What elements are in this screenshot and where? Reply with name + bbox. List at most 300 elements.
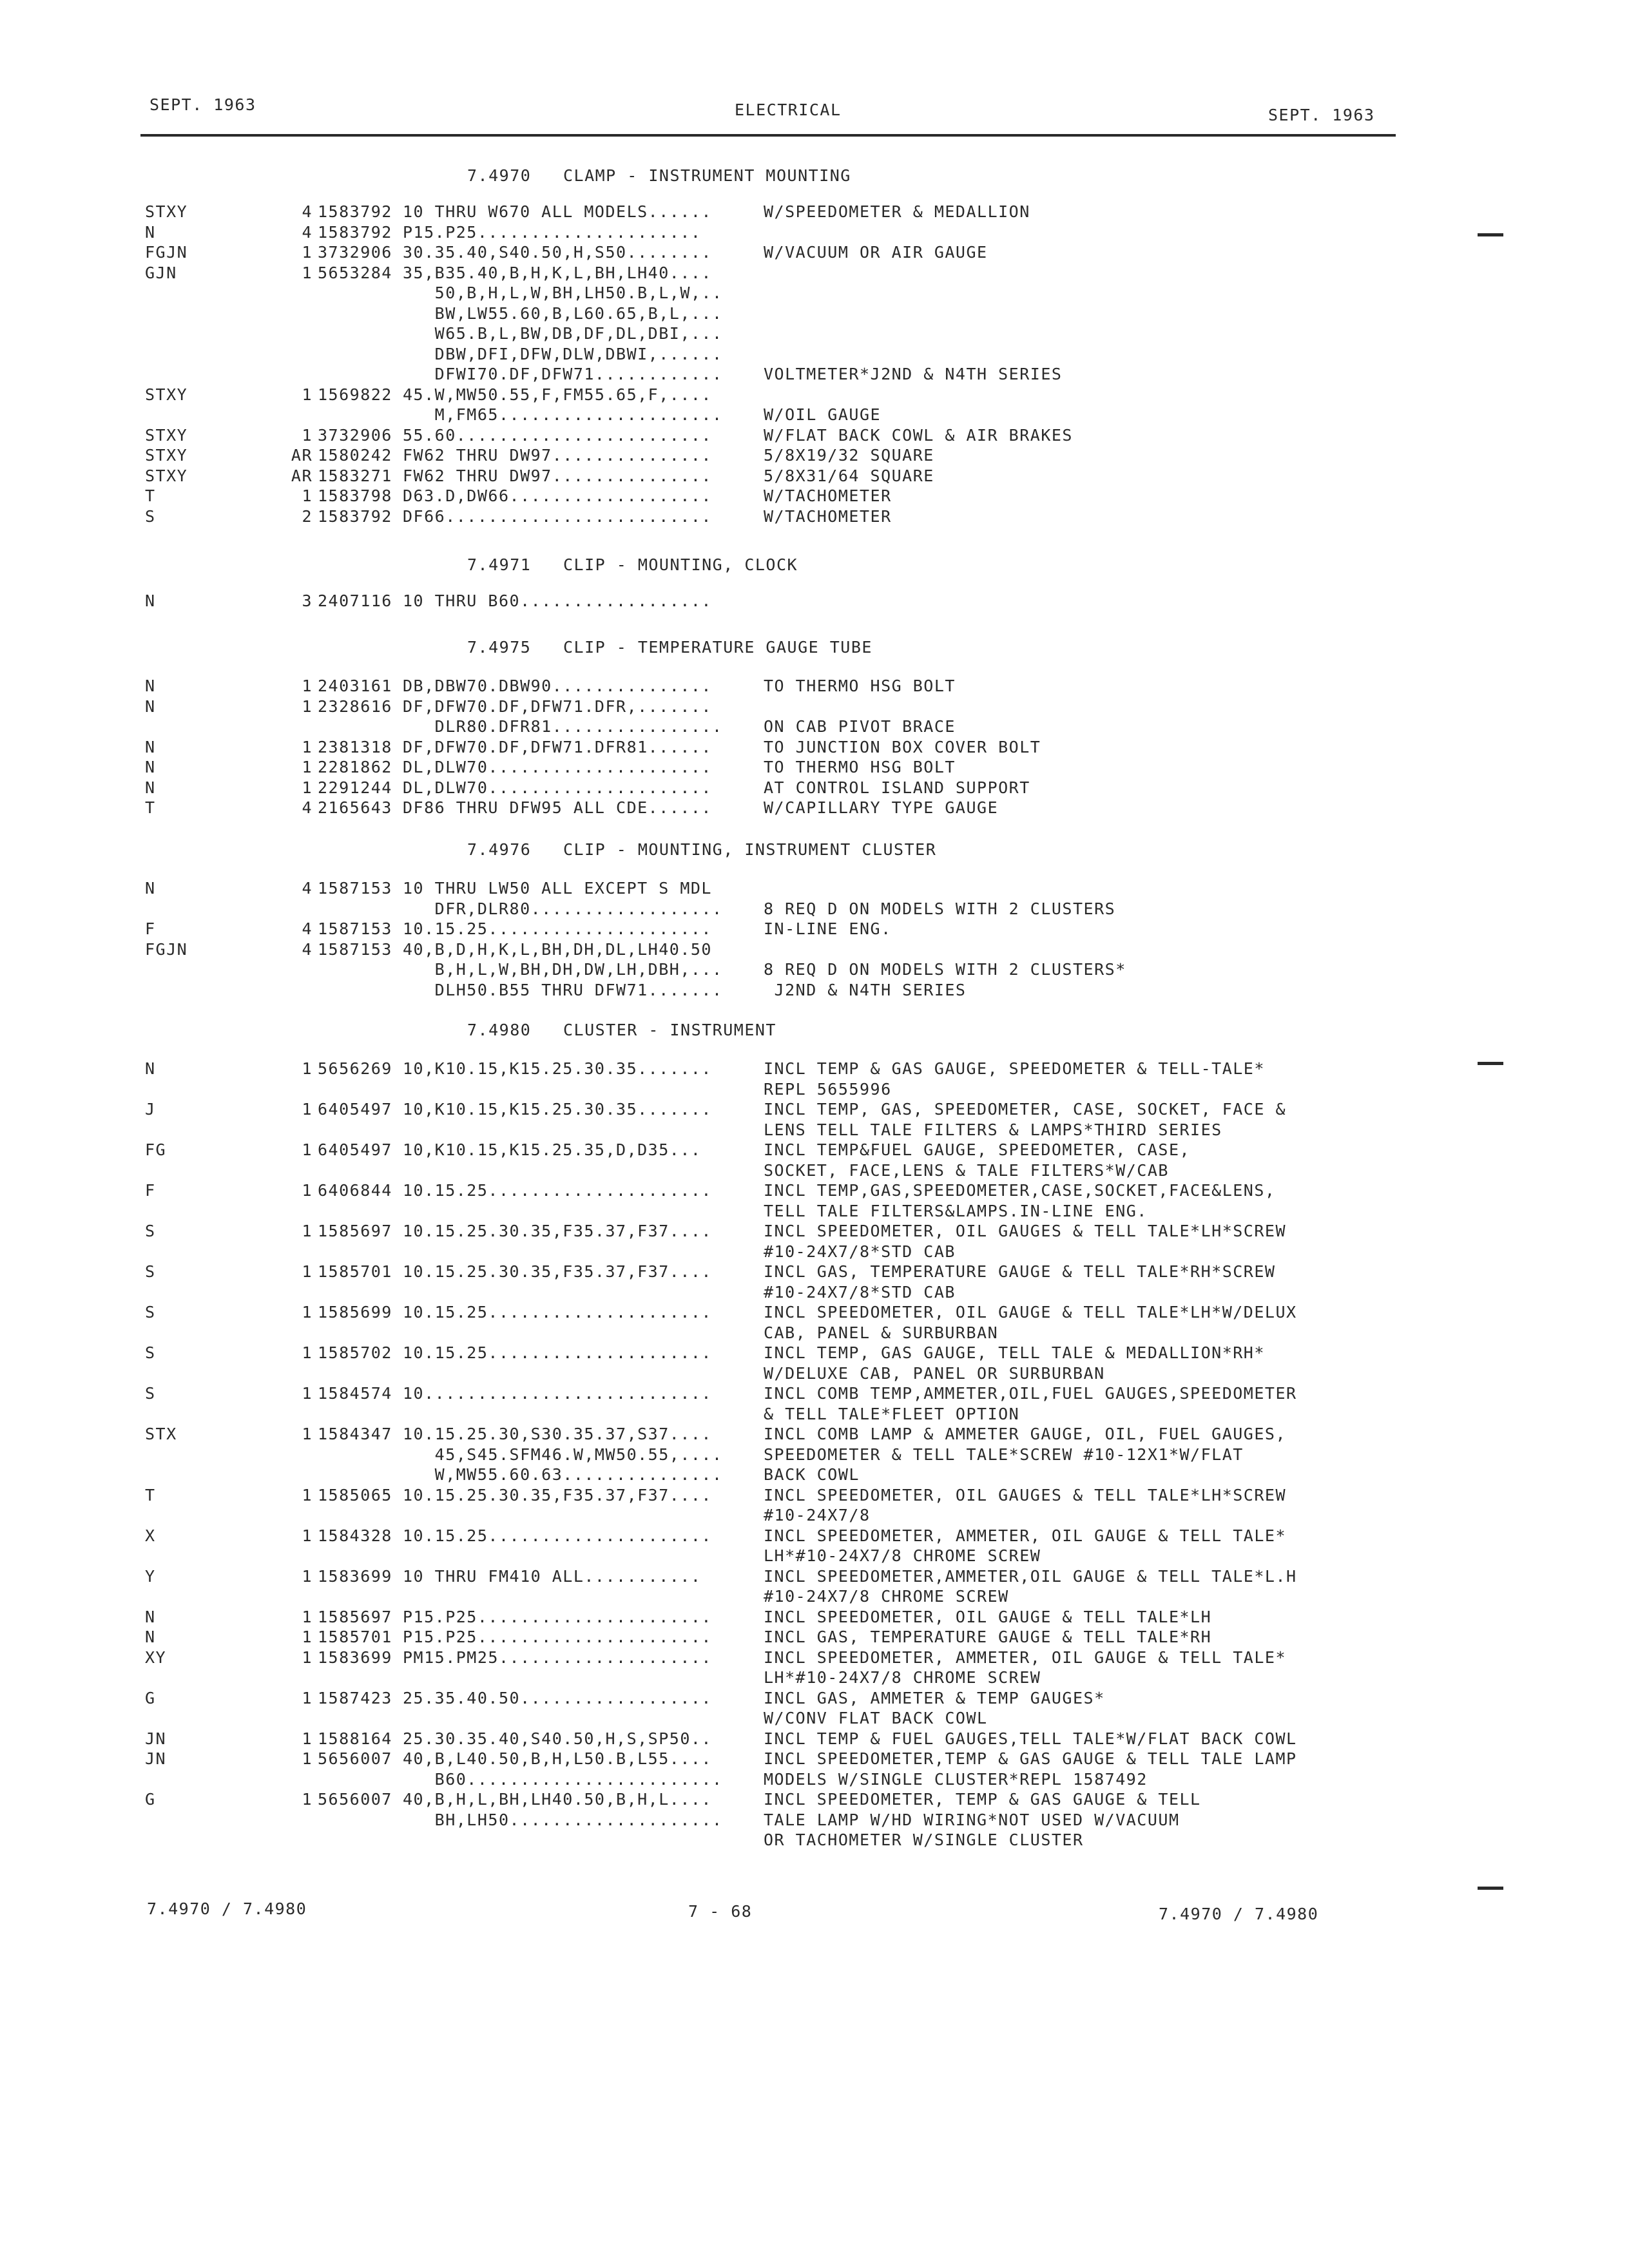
table-row xyxy=(0,1140,1629,1160)
part-number: 1583798 xyxy=(318,486,392,505)
table-row xyxy=(0,758,1629,778)
remarks: 5/8X19/32 SQUARE xyxy=(764,446,934,465)
part-number: 1585702 xyxy=(318,1343,392,1362)
part-number: 3732906 xyxy=(318,243,392,262)
quantity: 4 xyxy=(302,879,313,898)
table-row xyxy=(0,1425,1629,1445)
remarks: W/CONV FLAT BACK COWL xyxy=(764,1709,988,1727)
part-number: 2403161 xyxy=(318,677,392,695)
remarks: INCL SPEEDOMETER, OIL GAUGES & TELL TALE*LH*SCREW xyxy=(764,1222,1287,1240)
applicable-models: B,H,L,W,BH,DH,DW,LH,DBH,... xyxy=(403,960,723,979)
applicable-models: FW62 THRU DW97............... xyxy=(403,446,712,465)
part-number: 1585697 xyxy=(318,1607,392,1626)
applicable-models: W,MW55.60.63............... xyxy=(403,1465,723,1484)
applicable-models: DFR,DLR80.................. xyxy=(403,899,723,918)
quantity: AR xyxy=(291,466,313,485)
part-number: 6405497 xyxy=(318,1140,392,1159)
table-row xyxy=(0,1080,1629,1100)
applicable-models: 10.15.25.30,S30.35.37,S37.... xyxy=(403,1425,712,1443)
table-row xyxy=(0,345,1629,365)
remarks: VOLTMETER*J2ND & N4TH SERIES xyxy=(764,365,1063,383)
table-row xyxy=(0,798,1629,818)
model-code: N xyxy=(145,737,156,756)
remarks: TALE LAMP W/HD WIRING*NOT USED W/VACUUM xyxy=(764,1810,1180,1829)
part-number: 2328616 xyxy=(318,697,392,716)
quantity: 1 xyxy=(302,243,313,262)
remarks: INCL SPEEDOMETER, OIL GAUGES & TELL TALE*LH*SCREW xyxy=(764,1485,1287,1504)
part-number: 1569822 xyxy=(318,385,392,404)
part-number: 1584328 xyxy=(318,1526,392,1545)
applicable-models: BW,LW55.60,B,L60.65,B,L,... xyxy=(403,303,723,323)
model-code: S xyxy=(145,506,156,526)
table-row xyxy=(0,1608,1629,1628)
applicable-models: 30.35.40,S40.50,H,S50........ xyxy=(403,243,712,262)
quantity: 4 xyxy=(302,919,313,938)
table-row xyxy=(0,1831,1629,1850)
model-code: STXY xyxy=(145,446,188,465)
applicable-models: 10 THRU LW50 ALL EXCEPT S MDL xyxy=(403,879,712,898)
remarks: INCL TEMP, GAS GAUGE, TELL TALE & MEDALLION*RH* xyxy=(764,1343,1265,1362)
applicable-models: DL,DLW70..................... xyxy=(403,778,712,797)
section-title: 7.4970 CLAMP - INSTRUMENT MOUNTING xyxy=(467,166,851,185)
quantity: 1 xyxy=(302,697,313,716)
applicable-models: 40,B,H,L,BH,LH40.50,B,H,L.... xyxy=(403,1790,712,1809)
header-date-right: SEPT. 1963 xyxy=(1268,106,1375,124)
quantity: 4 xyxy=(302,222,313,242)
part-number: 1584347 xyxy=(318,1425,392,1443)
applicable-models: 45.W,MW50.55,F,FM55.65,F,.... xyxy=(403,385,712,404)
model-code: N xyxy=(145,778,156,797)
model-code: STX xyxy=(145,1425,177,1443)
model-code: FG xyxy=(145,1140,167,1159)
table-row xyxy=(0,446,1629,466)
model-code: N xyxy=(145,1607,156,1626)
model-code: N xyxy=(145,697,156,716)
table-row xyxy=(0,677,1629,697)
applicable-models: D63.D,DW66................... xyxy=(403,486,712,505)
model-code: XY xyxy=(145,1648,167,1667)
model-code: N xyxy=(145,758,156,776)
remarks: W/DELUXE CAB, PANEL OR SURBURBAN xyxy=(764,1363,1105,1383)
part-number: 2407116 xyxy=(318,591,392,610)
table-row xyxy=(0,879,1629,899)
part-number: 5656007 xyxy=(318,1749,392,1768)
table-row xyxy=(0,243,1629,263)
part-number: 1587153 xyxy=(318,919,392,938)
remarks: INCL SPEEDOMETER, AMMETER, OIL GAUGE & TELL TALE* xyxy=(764,1526,1287,1545)
model-code: S xyxy=(145,1262,156,1281)
applicable-models: 55.60........................ xyxy=(403,425,712,445)
quantity: 1 xyxy=(302,1526,313,1545)
remarks: 5/8X31/64 SQUARE xyxy=(764,466,934,485)
applicable-models: P15.P25..................... xyxy=(403,222,702,242)
applicable-models: 35,B35.40,B,H,K,L,BH,LH40.... xyxy=(403,263,712,282)
table-row xyxy=(0,1668,1629,1688)
remarks: INCL COMB LAMP & AMMETER GAUGE, OIL, FUEL GAUGES, xyxy=(764,1425,1287,1443)
table-row xyxy=(0,1323,1629,1343)
remarks: & TELL TALE*FLEET OPTION xyxy=(764,1404,1020,1423)
applicable-models: DLR80.DFR81................ xyxy=(403,717,723,736)
applicable-models: FW62 THRU DW97............... xyxy=(403,466,712,485)
table-row xyxy=(0,486,1629,506)
model-code: N xyxy=(145,1628,156,1646)
model-code: G xyxy=(145,1790,156,1809)
applicable-models: 40,B,L40.50,B,H,L50.B,L55.... xyxy=(403,1749,712,1768)
margin-mark xyxy=(1478,1887,1503,1890)
footer-range-left: 7.4970 / 7.4980 xyxy=(147,1899,307,1918)
quantity: 1 xyxy=(302,1140,313,1159)
applicable-models: M,FM65..................... xyxy=(403,405,723,424)
header-rule xyxy=(140,134,1396,137)
remarks: ON CAB PIVOT BRACE xyxy=(764,717,956,736)
table-row xyxy=(0,223,1629,243)
table-row xyxy=(0,1181,1629,1201)
remarks: MODELS W/SINGLE CLUSTER*REPL 1587492 xyxy=(764,1769,1148,1789)
part-number: 2291244 xyxy=(318,778,392,797)
header-date-left: SEPT. 1963 xyxy=(149,95,256,114)
part-number: 1585701 xyxy=(318,1262,392,1281)
remarks: LENS TELL TALE FILTERS & LAMPS*THIRD SERIES xyxy=(764,1120,1222,1139)
model-code: J xyxy=(145,1100,156,1119)
applicable-models: 10 THRU W670 ALL MODELS...... xyxy=(403,202,712,221)
remarks: W/OIL GAUGE xyxy=(764,405,882,424)
margin-mark xyxy=(1478,1062,1503,1065)
table-row xyxy=(0,1222,1629,1242)
part-number: 1587423 xyxy=(318,1688,392,1707)
table-row xyxy=(0,1364,1629,1384)
applicable-models: 25.35.40.50.................. xyxy=(403,1688,712,1707)
table-row xyxy=(0,1567,1629,1587)
remarks: W/TACHOMETER xyxy=(764,506,892,526)
applicable-models: DF86 THRU DFW95 ALL CDE...... xyxy=(403,798,712,817)
remarks: W/SPEEDOMETER & MEDALLION xyxy=(764,202,1030,221)
applicable-models: 10.15.25.30.35,F35.37,F37.... xyxy=(403,1222,712,1240)
remarks: #10-24X7/8*STD CAB xyxy=(764,1242,956,1261)
applicable-models: 10.15.25..................... xyxy=(403,1303,712,1321)
quantity: 1 xyxy=(302,385,313,404)
applicable-models: 10 THRU B60.................. xyxy=(403,591,712,610)
section-title: 7.4971 CLIP - MOUNTING, CLOCK xyxy=(467,555,798,574)
quantity: 1 xyxy=(302,1262,313,1281)
applicable-models: 10.15.25..................... xyxy=(403,919,712,938)
remarks: 8 REQ D ON MODELS WITH 2 CLUSTERS xyxy=(764,899,1116,918)
remarks: INCL GAS, TEMPERATURE GAUGE & TELL TALE*RH*SCREW xyxy=(764,1262,1276,1281)
part-number: 2381318 xyxy=(318,737,392,756)
remarks: INCL GAS, AMMETER & TEMP GAUGES* xyxy=(764,1688,1105,1707)
table-row xyxy=(0,591,1629,611)
remarks: W/FLAT BACK COWL & AIR BRAKES xyxy=(764,425,1073,445)
table-row xyxy=(0,385,1629,405)
table-row xyxy=(0,1059,1629,1079)
quantity: 1 xyxy=(302,263,313,282)
quantity: 1 xyxy=(302,1485,313,1504)
applicable-models: DFWI70.DF,DFW71............ xyxy=(403,365,723,383)
applicable-models: DF66......................... xyxy=(403,506,712,526)
model-code: S xyxy=(145,1384,156,1403)
table-row xyxy=(0,264,1629,284)
quantity: 1 xyxy=(302,778,313,797)
part-number: 1587153 xyxy=(318,939,392,959)
quantity: 4 xyxy=(302,202,313,221)
part-number: 1585697 xyxy=(318,1222,392,1240)
remarks: W/VACUUM OR AIR GAUGE xyxy=(764,243,988,262)
model-code: S xyxy=(145,1222,156,1240)
remarks: BACK COWL xyxy=(764,1465,860,1484)
remarks: INCL GAS, TEMPERATURE GAUGE & TELL TALE*RH xyxy=(764,1628,1212,1646)
model-code: GJN xyxy=(145,263,177,282)
applicable-models: 25.30.35.40,S40.50,H,S,SP50.. xyxy=(403,1729,712,1748)
table-row xyxy=(0,1506,1629,1526)
footer-range-right: 7.4970 / 7.4980 xyxy=(1159,1905,1319,1923)
quantity: 1 xyxy=(302,1607,313,1626)
applicable-models: 10.15.25.30.35,F35.37,F37.... xyxy=(403,1262,712,1281)
applicable-models: W65.B,L,BW,DB,DF,DL,DBI,... xyxy=(403,324,723,343)
remarks: SPEEDOMETER & TELL TALE*SCREW #10-12X1*W/FLAT xyxy=(764,1445,1244,1464)
part-number: 5653284 xyxy=(318,263,392,282)
model-code: JN xyxy=(145,1749,167,1768)
table-row xyxy=(0,1790,1629,1810)
applicable-models: 10,K10.15,K15.25.35,D,D35... xyxy=(403,1140,702,1159)
applicable-models: 10,K10.15,K15.25.30.35....... xyxy=(403,1100,712,1119)
model-code: N xyxy=(145,591,156,610)
table-row xyxy=(0,1749,1629,1769)
applicable-models: DLH50.B55 THRU DFW71....... xyxy=(403,980,723,999)
applicable-models: DF,DFW70.DF,DFW71.DFR,....... xyxy=(403,697,712,716)
quantity: 1 xyxy=(302,486,313,505)
remarks: #10-24X7/8 CHROME SCREW xyxy=(764,1587,1009,1606)
quantity: 1 xyxy=(302,677,313,695)
applicable-models: DBW,DFI,DFW,DLW,DBWI,...... xyxy=(403,344,723,363)
table-row xyxy=(0,738,1629,758)
quantity: 3 xyxy=(302,591,313,610)
table-row xyxy=(0,1161,1629,1181)
applicable-models: 10 THRU FM410 ALL........... xyxy=(403,1566,702,1586)
remarks: INCL TEMP&FUEL GAUGE, SPEEDOMETER, CASE, xyxy=(764,1140,1191,1159)
part-number: 1583699 xyxy=(318,1648,392,1667)
quantity: 1 xyxy=(302,1628,313,1646)
model-code: STXY xyxy=(145,425,188,445)
part-number: 1584574 xyxy=(318,1384,392,1403)
table-row xyxy=(0,919,1629,939)
model-code: F xyxy=(145,919,156,938)
part-number: 1583792 xyxy=(318,222,392,242)
remarks: IN-LINE ENG. xyxy=(764,919,892,938)
remarks: INCL SPEEDOMETER, AMMETER, OIL GAUGE & TELL TALE* xyxy=(764,1648,1287,1667)
part-number: 6406844 xyxy=(318,1181,392,1200)
remarks: #10-24X7/8 xyxy=(764,1506,871,1524)
quantity: 1 xyxy=(302,1100,313,1119)
table-row xyxy=(0,1465,1629,1485)
table-row xyxy=(0,1628,1629,1648)
applicable-models: 10.15.25..................... xyxy=(403,1181,712,1200)
remarks: REPL 5655996 xyxy=(764,1079,892,1099)
applicable-models: 10.15.25.30.35,F35.37,F37.... xyxy=(403,1485,712,1504)
model-code: G xyxy=(145,1688,156,1707)
table-row xyxy=(0,1120,1629,1140)
part-number: 2281862 xyxy=(318,758,392,776)
table-row xyxy=(0,1242,1629,1262)
margin-mark xyxy=(1478,233,1503,236)
quantity: 1 xyxy=(302,1181,313,1200)
remarks: TO THERMO HSG BOLT xyxy=(764,758,956,776)
remarks: 8 REQ D ON MODELS WITH 2 CLUSTERS* xyxy=(764,960,1126,979)
model-code: S xyxy=(145,1343,156,1362)
part-number: 2165643 xyxy=(318,798,392,817)
part-number: 1583792 xyxy=(318,506,392,526)
remarks: INCL SPEEDOMETER, TEMP & GAS GAUGE & TELL xyxy=(764,1790,1201,1809)
quantity: 1 xyxy=(302,1566,313,1586)
table-row xyxy=(0,426,1629,446)
table-row xyxy=(0,778,1629,798)
table-row xyxy=(0,1405,1629,1425)
remarks: INCL SPEEDOMETER,TEMP & GAS GAUGE & TELL TALE LAMP xyxy=(764,1749,1297,1768)
quantity: 1 xyxy=(302,1648,313,1667)
table-row xyxy=(0,1546,1629,1566)
applicable-models: B60........................ xyxy=(403,1769,723,1789)
quantity: 1 xyxy=(302,737,313,756)
section-title: 7.4975 CLIP - TEMPERATURE GAUGE TUBE xyxy=(467,638,872,657)
quantity: 4 xyxy=(302,939,313,959)
quantity: 1 xyxy=(302,1749,313,1768)
model-code: N xyxy=(145,1059,156,1078)
table-row xyxy=(0,1343,1629,1363)
model-code: F xyxy=(145,1181,156,1200)
table-row xyxy=(0,1100,1629,1120)
section-title: 7.4976 CLIP - MOUNTING, INSTRUMENT CLUSTER xyxy=(467,840,937,859)
remarks: SOCKET, FACE,LENS & TALE FILTERS*W/CAB xyxy=(764,1160,1169,1180)
quantity: 1 xyxy=(302,1222,313,1240)
quantity: AR xyxy=(291,446,313,465)
part-number: 1583792 xyxy=(318,202,392,221)
part-number: 1580242 xyxy=(318,446,392,465)
remarks: LH*#10-24X7/8 CHROME SCREW xyxy=(764,1668,1041,1687)
model-code: JN xyxy=(145,1729,167,1748)
part-number: 1583699 xyxy=(318,1566,392,1586)
remarks: INCL TEMP & FUEL GAUGES,TELL TALE*W/FLAT BACK COWL xyxy=(764,1729,1297,1748)
table-row xyxy=(0,1445,1629,1465)
footer-page-number: 7 - 68 xyxy=(688,1902,753,1921)
part-number: 1588164 xyxy=(318,1729,392,1748)
remarks: INCL SPEEDOMETER,AMMETER,OIL GAUGE & TELL TALE*L.H xyxy=(764,1566,1297,1586)
table-row xyxy=(0,365,1629,385)
remarks: INCL TEMP,GAS,SPEEDOMETER,CASE,SOCKET,FACE&LENS, xyxy=(764,1181,1276,1200)
applicable-models: 40,B,D,H,K,L,BH,DH,DL,LH40.50 xyxy=(403,939,712,959)
part-number: 1585065 xyxy=(318,1485,392,1504)
remarks: CAB, PANEL & SURBURBAN xyxy=(764,1323,999,1342)
quantity: 1 xyxy=(302,1790,313,1809)
applicable-models: 10,K10.15,K15.25.30.35....... xyxy=(403,1059,712,1078)
table-row xyxy=(0,507,1629,527)
remarks: INCL TEMP, GAS, SPEEDOMETER, CASE, SOCKET, FACE & xyxy=(764,1100,1287,1119)
remarks: INCL COMB TEMP,AMMETER,OIL,FUEL GAUGES,SPEEDOMETER xyxy=(764,1384,1297,1403)
quantity: 1 xyxy=(302,1343,313,1362)
remarks: OR TACHOMETER W/SINGLE CLUSTER xyxy=(764,1831,1084,1849)
quantity: 1 xyxy=(302,1425,313,1443)
applicable-models: DB,DBW70.DBW90............... xyxy=(403,677,712,695)
applicable-models: BH,LH50.................... xyxy=(403,1810,723,1829)
applicable-models: 50,B,H,L,W,BH,LH50.B,L,W,.. xyxy=(403,284,723,302)
applicable-models: 10........................... xyxy=(403,1384,712,1403)
quantity: 1 xyxy=(302,1059,313,1078)
table-row xyxy=(0,1770,1629,1790)
table-row xyxy=(0,697,1629,717)
model-code: STXY xyxy=(145,385,188,404)
table-row xyxy=(0,1384,1629,1404)
table-row xyxy=(0,981,1629,1001)
quantity: 1 xyxy=(302,425,313,445)
table-row xyxy=(0,1709,1629,1729)
table-row xyxy=(0,1689,1629,1709)
remarks: J2ND & N4TH SERIES xyxy=(764,980,967,999)
applicable-models: 10.15.25..................... xyxy=(403,1526,712,1545)
remarks: #10-24X7/8*STD CAB xyxy=(764,1282,956,1302)
remarks: INCL TEMP & GAS GAUGE, SPEEDOMETER & TELL-TALE* xyxy=(764,1059,1265,1078)
table-row xyxy=(0,1811,1629,1831)
table-row xyxy=(0,1202,1629,1222)
table-row xyxy=(0,466,1629,486)
model-code: FGJN xyxy=(145,939,188,959)
table-row xyxy=(0,1587,1629,1607)
part-number: 5656007 xyxy=(318,1790,392,1809)
applicable-models: DF,DFW70.DF,DFW71.DFR81...... xyxy=(403,737,712,756)
model-code: N xyxy=(145,879,156,898)
remarks: TO THERMO HSG BOLT xyxy=(764,677,956,695)
model-code: N xyxy=(145,222,156,242)
table-row xyxy=(0,284,1629,303)
table-row xyxy=(0,1526,1629,1546)
remarks: TO JUNCTION BOX COVER BOLT xyxy=(764,737,1041,756)
table-row xyxy=(0,1283,1629,1303)
table-row xyxy=(0,899,1629,919)
model-code: STXY xyxy=(145,466,188,485)
table-row xyxy=(0,304,1629,324)
table-row xyxy=(0,940,1629,960)
applicable-models: P15.P25...................... xyxy=(403,1628,712,1646)
model-code: FGJN xyxy=(145,243,188,262)
quantity: 1 xyxy=(302,758,313,776)
table-row xyxy=(0,1729,1629,1749)
model-code: STXY xyxy=(145,202,188,221)
remarks: W/CAPILLARY TYPE GAUGE xyxy=(764,798,999,817)
table-row xyxy=(0,405,1629,425)
model-code: X xyxy=(145,1526,156,1545)
quantity: 1 xyxy=(302,1384,313,1403)
part-number: 5656269 xyxy=(318,1059,392,1078)
remarks: LH*#10-24X7/8 CHROME SCREW xyxy=(764,1546,1041,1565)
model-code: T xyxy=(145,1485,156,1504)
quantity: 1 xyxy=(302,1688,313,1707)
model-code: S xyxy=(145,1303,156,1321)
applicable-models: DL,DLW70..................... xyxy=(403,758,712,776)
applicable-models: 10.15.25..................... xyxy=(403,1343,712,1362)
model-code: N xyxy=(145,677,156,695)
header-title: ELECTRICAL xyxy=(735,101,842,119)
quantity: 1 xyxy=(302,1729,313,1748)
part-number: 1587153 xyxy=(318,879,392,898)
model-code: T xyxy=(145,486,156,505)
remarks: W/TACHOMETER xyxy=(764,486,892,505)
remarks: TELL TALE FILTERS&LAMPS.IN-LINE ENG. xyxy=(764,1201,1148,1220)
table-row xyxy=(0,960,1629,980)
table-row xyxy=(0,1303,1629,1323)
quantity: 2 xyxy=(302,506,313,526)
table-row xyxy=(0,324,1629,344)
model-code: Y xyxy=(145,1566,156,1586)
part-number: 1585699 xyxy=(318,1303,392,1321)
part-number: 3732906 xyxy=(318,425,392,445)
model-code: T xyxy=(145,798,156,817)
table-row xyxy=(0,1486,1629,1506)
